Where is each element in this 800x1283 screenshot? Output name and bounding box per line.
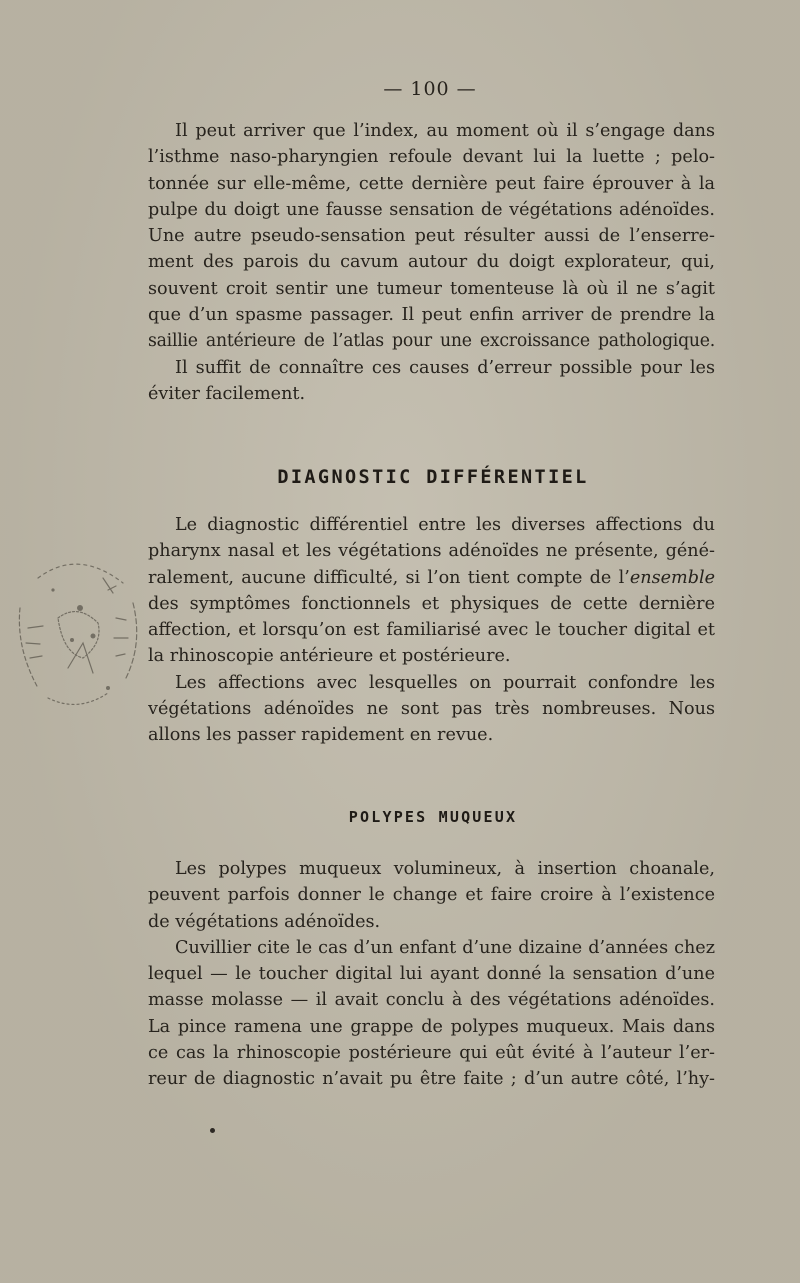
italic-word: ensemble <box>629 567 715 588</box>
text-line: végétations adénoïdes ne sont pas très nombreuses. Nous <box>148 699 715 720</box>
text-line <box>148 565 715 591</box>
text-line: pulpe du doigt une fausse sensation de végétations adénoïdes. <box>148 199 715 220</box>
page-number: — 100 — <box>383 78 477 100</box>
paragraph-index-misleading-sensations <box>148 118 715 407</box>
text-line: pharynx nasal et les végétations adénoïdes ne présente, géné- <box>148 541 715 562</box>
text-line: Il peut arriver que l’index, au moment où il s’engage dans <box>175 121 715 141</box>
section-heading-diagnostic-differentiel: DIAGNOSTIC DIFFÉRENTIEL <box>277 467 589 488</box>
ink-speck <box>210 1128 215 1133</box>
text-line: Il suffit de connaître ces causes d’erreur possible pour les <box>175 357 715 378</box>
text-line: la rhinoscopie antérieure et postérieure. <box>148 646 511 667</box>
text-line: peuvent parfois donner le change et faire croire à l’existence <box>148 885 715 906</box>
text-line: souvent croit sentir une tumeur tomenteuse là où il ne s’agit <box>148 278 715 299</box>
text-line: ment des parois du cavum autour du doigt explorateur, qui, <box>148 252 715 273</box>
text-line: saillie antérieure de l’atlas pour une excroissance pathologique. <box>148 331 715 352</box>
text-line: Une autre pseudo-sensation peut résulter aussi de l’enserre- <box>148 226 715 247</box>
text-line: de végétations adénoïdes. <box>148 911 381 932</box>
text-line: Cuvillier cite le cas d’un enfant d’une dizaine d’années chez <box>175 937 715 958</box>
text-line: ce cas la rhinoscopie postérieure qui eût évité à l’auteur l’er- <box>148 1043 715 1064</box>
text-line: Le diagnostic différentiel entre les diverses affections du <box>175 515 715 535</box>
paragraph-diagnostic-differentiel <box>148 512 715 749</box>
text-line: des symptômes fonctionnels et physiques de cette dernière <box>148 593 715 614</box>
text-line: La pince ramena une grappe de polypes muqueux. Mais dans <box>148 1016 715 1037</box>
text-line: éviter facilement. <box>148 383 306 404</box>
paragraph-polypes-muqueux <box>148 856 715 1093</box>
text-fragment: ralement, aucune difficulté, si l’on tient compte de l’ <box>148 567 630 588</box>
text-line: tonnée sur elle-même, cette dernière peut faire éprouver à la <box>148 173 715 194</box>
text-line: Les polypes muqueux volumineux, à insertion choanale, <box>175 859 715 879</box>
text-line: reur de diagnostic n’avait pu être faite ; d’un autre côté, l’hy- <box>148 1069 715 1090</box>
text-line: l’isthme naso-pharyngien refoule devant lui la luette ; pelo- <box>148 147 715 168</box>
library-stamp-icon <box>8 548 148 718</box>
text-line: affection, et lorsqu’on est familiarisé avec le toucher digital et <box>148 620 715 641</box>
text-line: masse molasse — il avait conclu à des végétations adénoïdes. <box>148 990 715 1011</box>
text-line: que d’un spasme passager. Il peut enfin arriver de prendre la <box>148 305 715 326</box>
text-line: lequel — le toucher digital lui ayant donné la sensation d’une <box>148 964 715 985</box>
text-line: Les affections avec lesquelles on pourrait confondre les <box>175 672 715 693</box>
text-line: allons les passer rapidement en revue. <box>148 725 494 746</box>
section-heading-polypes-muqueux: POLYPES MUQUEUX <box>348 808 518 826</box>
